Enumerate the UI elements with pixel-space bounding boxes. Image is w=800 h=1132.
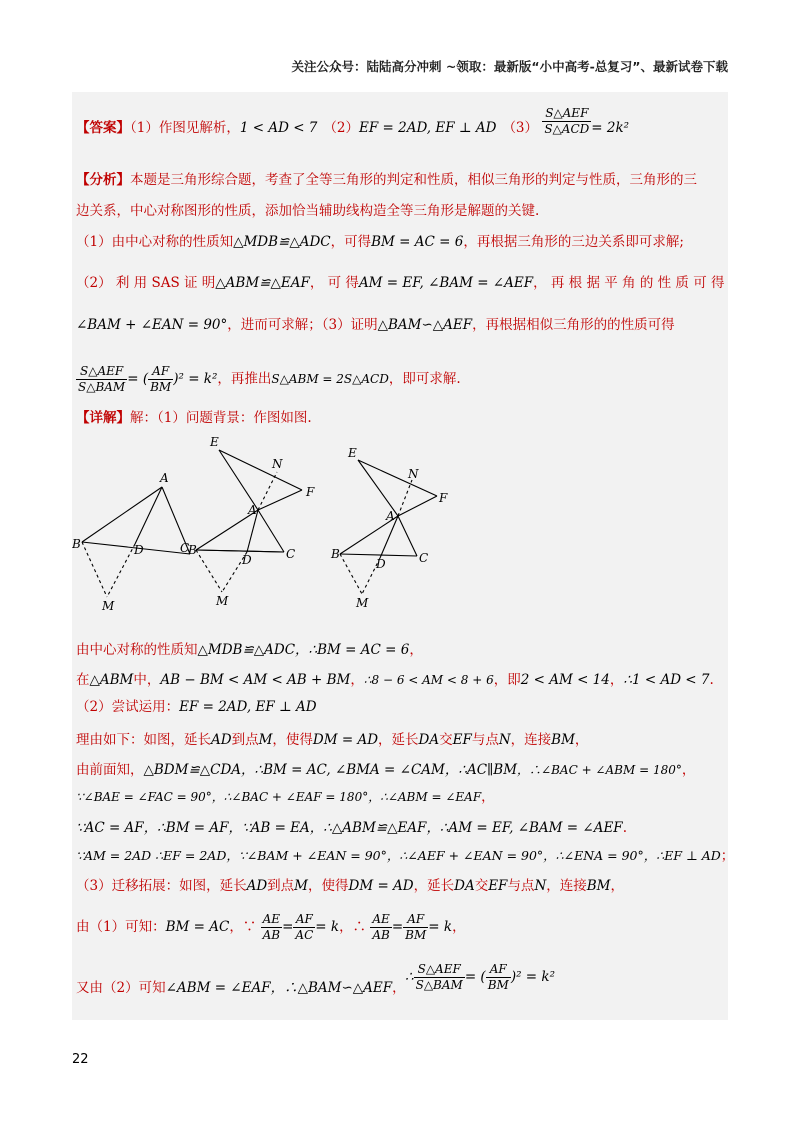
fig2-label-a: A (248, 503, 257, 517)
detail-line-9: ∵AM = 2AD ∴EF = 2AD，∵∠BAM + ∠EAN = 90°，∴∠AEF + ∠EAN = 90°，∴∠ENA = 90°，∴EF ⊥ AD； (76, 848, 735, 864)
fig1-label-d: D (134, 543, 144, 557)
detail-line-1: 【详解】解：（1）问题背景：作图如图. (76, 410, 312, 426)
page-header: 关注公众号：陆陆高分冲刺 ~领取：最新版“小中高考-总复习”、最新试卷下载 (291, 59, 728, 74)
fig2-label-n: N (272, 457, 283, 471)
fig1-label-b: B (72, 537, 81, 551)
figure-2 (196, 450, 302, 592)
analysis-line-4: （2） 利 用 SAS 证 明△ABM≌△EAF， 可 得AM = EF, ∠BAM = ∠AEF， 再 根 据 平 角 的 性 质 可 得 (76, 275, 725, 291)
fig3-label-e: E (348, 446, 357, 460)
fig3-label-d: D (376, 557, 386, 571)
answer-line: 【答案】（1）作图见解析，1 < AD < 7 （2）EF = 2AD, EF ⊥ AD （3） $\frac{\text{S△AEF}}{\text{S△ACD}}$ = 2k² (76, 106, 630, 136)
answer-tag: 【答案】 (76, 120, 130, 136)
fig2-label-m: M (216, 594, 229, 608)
detail-line-4: （2）尝试运用：EF = 2AD, EF ⊥ AD (76, 699, 317, 715)
fig2-label-f: F (306, 485, 315, 499)
fig2-label-b: B (188, 543, 197, 557)
detail-line-2: 由中心对称的性质知△MDB≌△ADC，∴BM = AC = 6， (76, 642, 423, 658)
detail-line-12: 又由（2）可知∠ABM = ∠EAF，∴△BAM∽△AEF， (76, 980, 406, 996)
fig3-label-n: N (408, 467, 419, 481)
analysis-line-1: 【分析】本题是三角形综合题，考查了全等三角形的判定和性质，相似三角形的判定与性质，三角形的三 (76, 172, 697, 188)
analysis-line-5: ∠BAM + ∠EAN = 90°，进而可求解；（3）证明△BAM∽△AEF，再根据相似三角形的的性质可得 (76, 317, 675, 333)
detail-line-3: 在△ABM中，AB − BM < AM < AB + BM，∴8 − 6 < AM < 8 + 6，即2 < AM < 14，∴1 < AD < 7. (76, 672, 714, 688)
fig3-label-a: A (386, 509, 395, 523)
fig3-label-c: C (419, 551, 429, 565)
fig3-label-f: F (439, 491, 448, 505)
page-number: 22 (72, 1052, 89, 1067)
fig2-label-e: E (210, 435, 219, 449)
fig3-label-m: M (356, 596, 369, 610)
fig1-label-a: A (160, 471, 169, 485)
detail-line-7: ∵∠BAE = ∠FAC = 90°，∴∠BAC + ∠EAF = 180°，∴∠ABM = ∠EAF， (76, 789, 495, 805)
fig3-label-b: B (331, 547, 340, 561)
figure-1 (82, 487, 190, 597)
answer-fraction: $\frac{\text{S△AEF}}{\text{S△ACD}}$ (544, 106, 590, 136)
detail-line-6: 由前面知，△BDM≌△CDA，∴BM = AC, ∠BMA = ∠CAM，∴AC∥BM，∴∠BAC + ∠ABM = 180°， (76, 762, 696, 778)
analysis-line-3: （1）由中心对称的性质知△MDB≌△ADC，可得BM = AC = 6，再根据三角形的三边关系即可求解; (76, 234, 684, 250)
fig1-label-m: M (102, 599, 115, 613)
detail-line-11: 由（1）可知：BM = AC，∵ $\frac{AE}{AB}$ = $\frac{AF}{AC}$ = k，∴ $\frac{AE}{AB}$ = $\frac{AF}{BM}$ = k， (76, 912, 466, 942)
fig2-label-c: C (286, 547, 296, 561)
detail-line-10: （3）迁移拓展：如图，延长AD到点M，使得DM = AD，延长DA交EF与点N，连接BM， (76, 878, 624, 894)
detail-line-8: ∵AC = AF，∴BM = AF，∵AB = EA，∴△ABM≌△EAF，∴AM = EF, ∠BAM = ∠AEF. (76, 820, 627, 836)
figure-3 (340, 460, 437, 594)
fig1-label-c: C (180, 541, 190, 555)
analysis-line-2: 边关系，中心对称图形的性质，添加恰当辅助线构造全等三角形是解题的关键. (76, 203, 540, 219)
analysis-line-6: $\frac{\text{S△AEF}}{\text{S△BAM}}$ = ( $\frac{AF}{BM}$ )² = k²，再推出S△ABM = 2S△ACD，即可求解. (78, 364, 461, 394)
fig2-label-d: D (242, 553, 252, 567)
analysis-tag: 【分析】 (76, 172, 130, 188)
detail-tag: 【详解】 (76, 410, 130, 426)
detail-line-5: 理由如下：如图，延长AD到点M，使得DM = AD，延长DA交EF与点N，连接BM， (76, 732, 589, 748)
geometry-figures (72, 432, 492, 622)
detail-line-12-formula: ∴ $\frac{\text{S△AEF}}{\text{S△BAM}}$ = ( $\frac{AF}{BM}$ )² = k² (405, 962, 555, 992)
